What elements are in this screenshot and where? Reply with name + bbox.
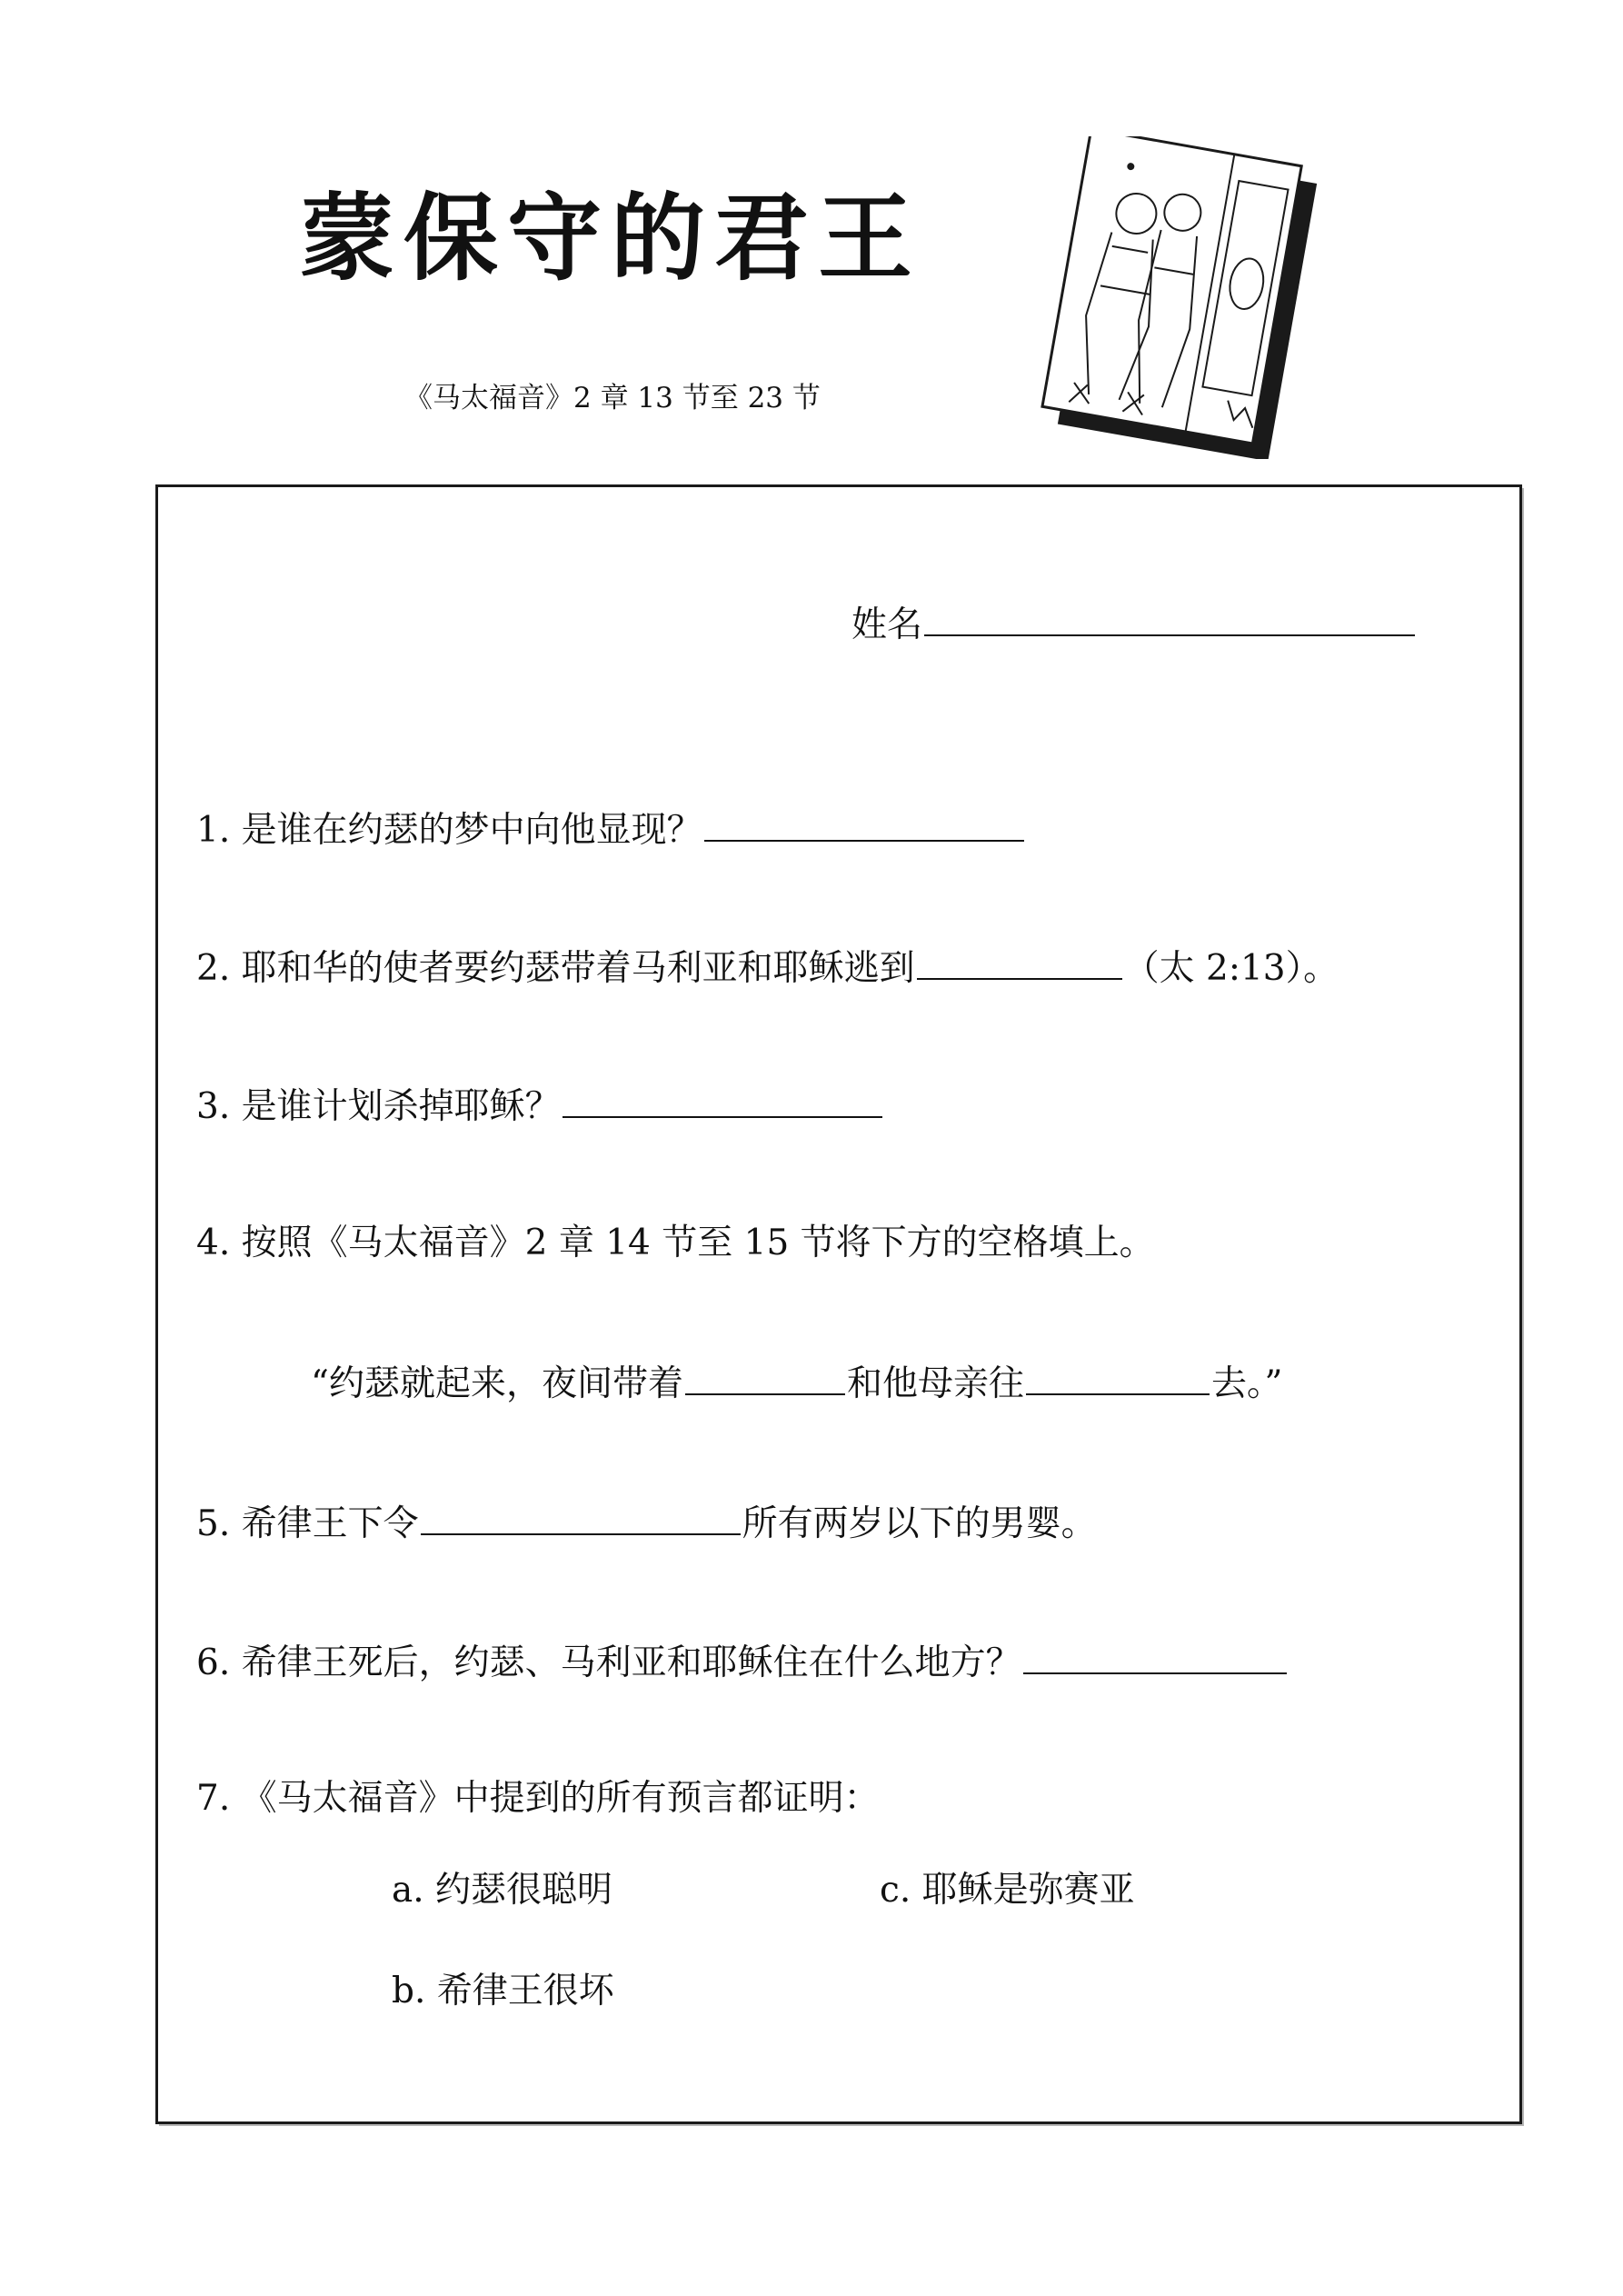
question-1 <box>196 807 1026 853</box>
name-field <box>851 602 1417 647</box>
quote-text: “约瑟就起来，夜间带着 <box>311 1363 683 1404</box>
question-number: 5. <box>196 1503 231 1544</box>
name-input-line[interactable] <box>924 602 1415 636</box>
question-5 <box>196 1501 1097 1546</box>
answer-blank-4b[interactable] <box>1026 1361 1210 1395</box>
question-text: 是谁计划杀掉耶稣？ <box>241 1086 561 1127</box>
quote-text: 去。” <box>1210 1363 1283 1404</box>
option-c[interactable]: c. 耶稣是弥赛亚 <box>880 1870 1135 1911</box>
answer-blank-6[interactable] <box>1023 1640 1287 1674</box>
question-text: 耶和华的使者要约瑟带着马利亚和耶稣逃到 <box>241 948 915 989</box>
question-4-quote <box>311 1361 1282 1406</box>
name-label: 姓名 <box>851 604 923 645</box>
answer-blank-3[interactable] <box>563 1083 882 1118</box>
question-number: 2. <box>196 948 231 989</box>
quote-text: 和他母亲往 <box>846 1363 1024 1404</box>
question-2 <box>196 945 1339 991</box>
question-number: 3. <box>196 1086 231 1127</box>
question-number: 6. <box>196 1642 231 1683</box>
question-number: 1. <box>196 810 231 851</box>
answer-blank-5[interactable] <box>421 1501 741 1535</box>
answer-blank-4a[interactable] <box>685 1361 845 1395</box>
question-number: 7. <box>196 1778 231 1819</box>
answer-blank-1[interactable] <box>704 807 1024 842</box>
question-text-after: （太 2:13）。 <box>1123 948 1339 989</box>
question-4 <box>196 1223 1155 1265</box>
question-text-after: 所有两岁以下的男婴。 <box>742 1503 1097 1544</box>
option-a[interactable]: a. 约瑟很聪明 <box>392 1870 613 1911</box>
page-title: 蒙保守的君王 <box>300 183 922 294</box>
worksheet-frame <box>155 484 1522 2124</box>
option-b[interactable]: b. 希律王很坏 <box>392 1971 614 2011</box>
scripture-reference: 《马太福音》2 章 13 节至 23 节 <box>404 382 821 414</box>
question-number: 4. <box>196 1223 231 1263</box>
question-6 <box>196 1640 1289 1685</box>
answer-blank-2[interactable] <box>917 945 1122 980</box>
question-text: 按照《马太福音》2 章 14 节至 15 节将下方的空格填上。 <box>241 1223 1155 1263</box>
question-text: 是谁在约瑟的梦中向他显现？ <box>241 810 702 851</box>
question-text: 希律王死后，约瑟、马利亚和耶稣住在什么地方？ <box>241 1642 1021 1683</box>
question-text: 希律王下令 <box>241 1503 419 1544</box>
bible-illustration-icon <box>1036 136 1327 459</box>
question-3 <box>196 1083 884 1129</box>
question-7 <box>196 1778 880 1821</box>
question-text: 《马太福音》中提到的所有预言都证明： <box>241 1778 880 1819</box>
